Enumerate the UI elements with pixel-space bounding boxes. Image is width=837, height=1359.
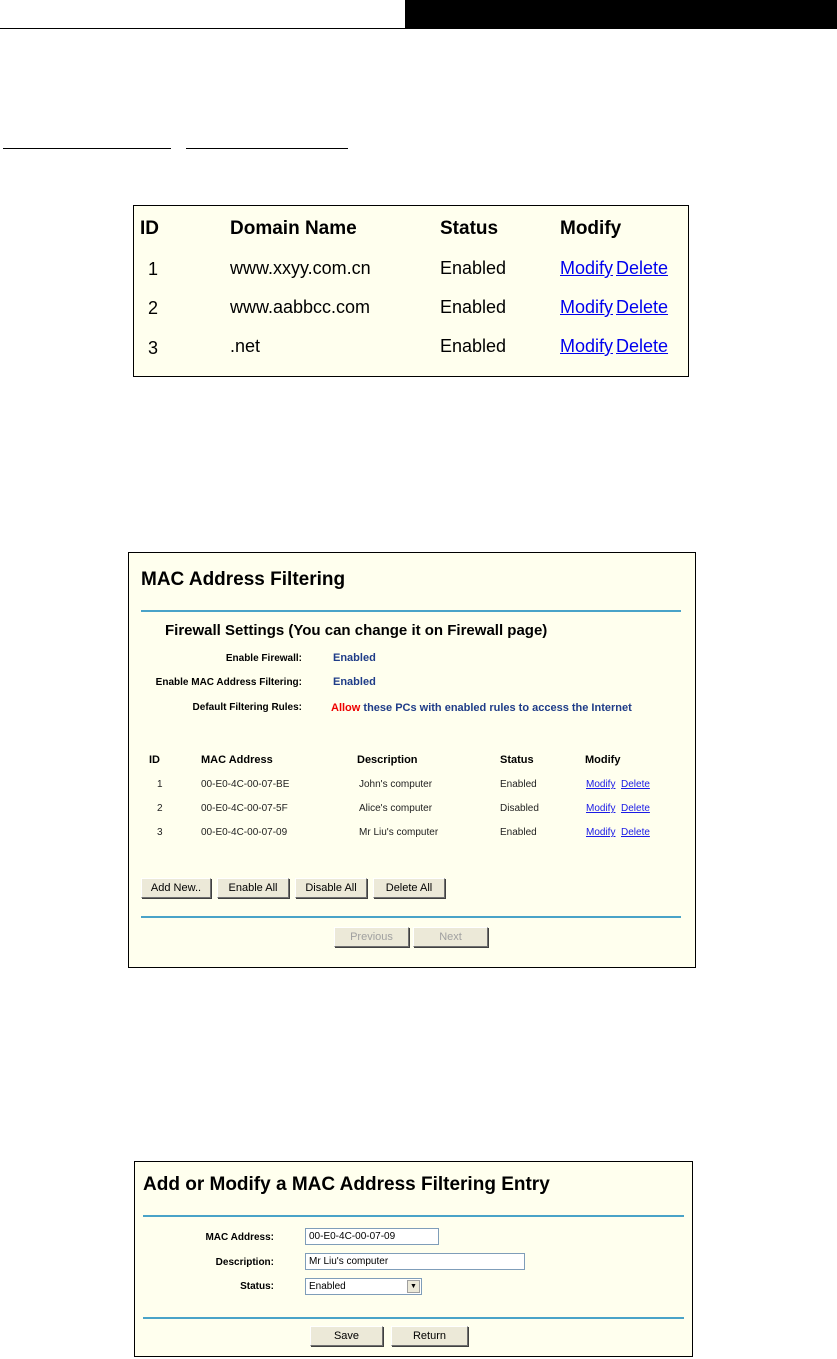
default-rules-label: Default Filtering Rules: — [192, 702, 302, 713]
panel-title: Add or Modify a MAC Address Filtering Entry — [143, 1174, 550, 1195]
next-button[interactable]: Next — [413, 927, 488, 947]
row-domain: www.xxyy.com.cn — [230, 258, 371, 278]
row-id: 1 — [148, 259, 159, 279]
enable-all-button[interactable]: Enable All — [217, 878, 289, 898]
modify-link[interactable]: Modify — [560, 258, 614, 278]
col-header-domain: Domain Name — [230, 218, 357, 239]
col-header-status: Status — [440, 218, 499, 239]
add-modify-entry-panel — [134, 1161, 693, 1357]
divider — [141, 610, 681, 612]
header-bar — [405, 0, 837, 28]
mac-address-label: MAC Address: — [205, 1232, 274, 1243]
return-button[interactable]: Return — [391, 1326, 468, 1346]
divider — [141, 916, 681, 918]
underline-left — [3, 148, 171, 149]
row-status: Enabled — [440, 258, 507, 278]
row-mac: 00-E0-4C-00-07-BE — [201, 779, 290, 790]
row-status: Enabled — [500, 779, 537, 790]
delete-all-button[interactable]: Delete All — [373, 878, 445, 898]
row-status: Enabled — [500, 827, 537, 838]
modify-link[interactable]: Modify — [560, 336, 614, 356]
dropdown-arrow-icon[interactable]: ▼ — [407, 1280, 420, 1293]
col-header-status: Status — [500, 754, 534, 766]
previous-button[interactable]: Previous — [334, 927, 409, 947]
row-mac: 00-E0-4C-00-07-09 — [201, 827, 288, 838]
row-domain: www.aabbcc.com — [230, 297, 371, 317]
col-header-modify: Modify — [585, 754, 621, 766]
col-header-modify: Modify — [560, 218, 622, 239]
description-label: Description: — [215, 1257, 274, 1268]
firewall-settings-heading: Firewall Settings (You can change it on Firewall page) — [165, 622, 548, 639]
row-id: 3 — [157, 827, 163, 838]
row-status: Enabled — [440, 297, 507, 317]
domain-filter-table — [133, 205, 689, 377]
status-selected-value: Enabled — [309, 1281, 346, 1292]
row-id: 2 — [148, 298, 159, 318]
default-rules-text: these PCs with enabled rules to access the Internet — [363, 702, 632, 714]
save-button[interactable]: Save — [310, 1326, 383, 1346]
mac-filtering-panel — [128, 552, 696, 968]
default-rules-value — [331, 702, 632, 714]
enable-mac-filtering-label: Enable MAC Address Filtering: — [155, 677, 302, 688]
enable-mac-filtering-value: Enabled — [333, 676, 376, 688]
col-header-description: Description — [357, 754, 418, 766]
delete-link[interactable]: Delete — [621, 803, 650, 814]
description-input[interactable]: Mr Liu's computer — [305, 1253, 525, 1270]
enable-firewall-value: Enabled — [333, 652, 376, 664]
delete-link[interactable]: Delete — [621, 779, 650, 790]
disable-all-button[interactable]: Disable All — [295, 878, 367, 898]
enable-firewall-label: Enable Firewall: — [225, 653, 302, 664]
header-rule — [0, 28, 837, 29]
delete-link[interactable]: Delete — [616, 258, 669, 278]
col-header-mac: MAC Address — [201, 754, 273, 766]
delete-link[interactable]: Delete — [621, 827, 650, 838]
col-header-id: ID — [140, 218, 159, 239]
row-description: Alice's computer — [359, 803, 433, 814]
status-select[interactable] — [305, 1278, 422, 1295]
col-header-id: ID — [149, 754, 160, 766]
row-description: Mr Liu's computer — [359, 827, 439, 838]
row-mac: 00-E0-4C-00-07-5F — [201, 803, 288, 814]
divider — [143, 1215, 684, 1217]
status-label: Status: — [240, 1281, 274, 1292]
modify-link[interactable]: Modify — [586, 779, 616, 790]
modify-link[interactable]: Modify — [560, 297, 614, 317]
panel-title: MAC Address Filtering — [141, 569, 346, 590]
divider — [143, 1317, 684, 1319]
delete-link[interactable]: Delete — [616, 297, 669, 317]
underline-right — [186, 148, 348, 149]
row-status: Enabled — [440, 336, 507, 356]
row-domain: .net — [230, 336, 261, 356]
add-new-button[interactable]: Add New.. — [141, 878, 211, 898]
row-id: 3 — [148, 338, 159, 358]
row-id: 2 — [157, 803, 163, 814]
row-status: Disabled — [500, 803, 539, 814]
delete-link[interactable]: Delete — [616, 336, 669, 356]
modify-link[interactable]: Modify — [586, 827, 616, 838]
row-description: John's computer — [359, 779, 433, 790]
allow-text: Allow — [331, 702, 361, 714]
modify-link[interactable]: Modify — [586, 803, 616, 814]
mac-address-input[interactable]: 00-E0-4C-00-07-09 — [305, 1228, 439, 1245]
row-id: 1 — [157, 779, 163, 790]
